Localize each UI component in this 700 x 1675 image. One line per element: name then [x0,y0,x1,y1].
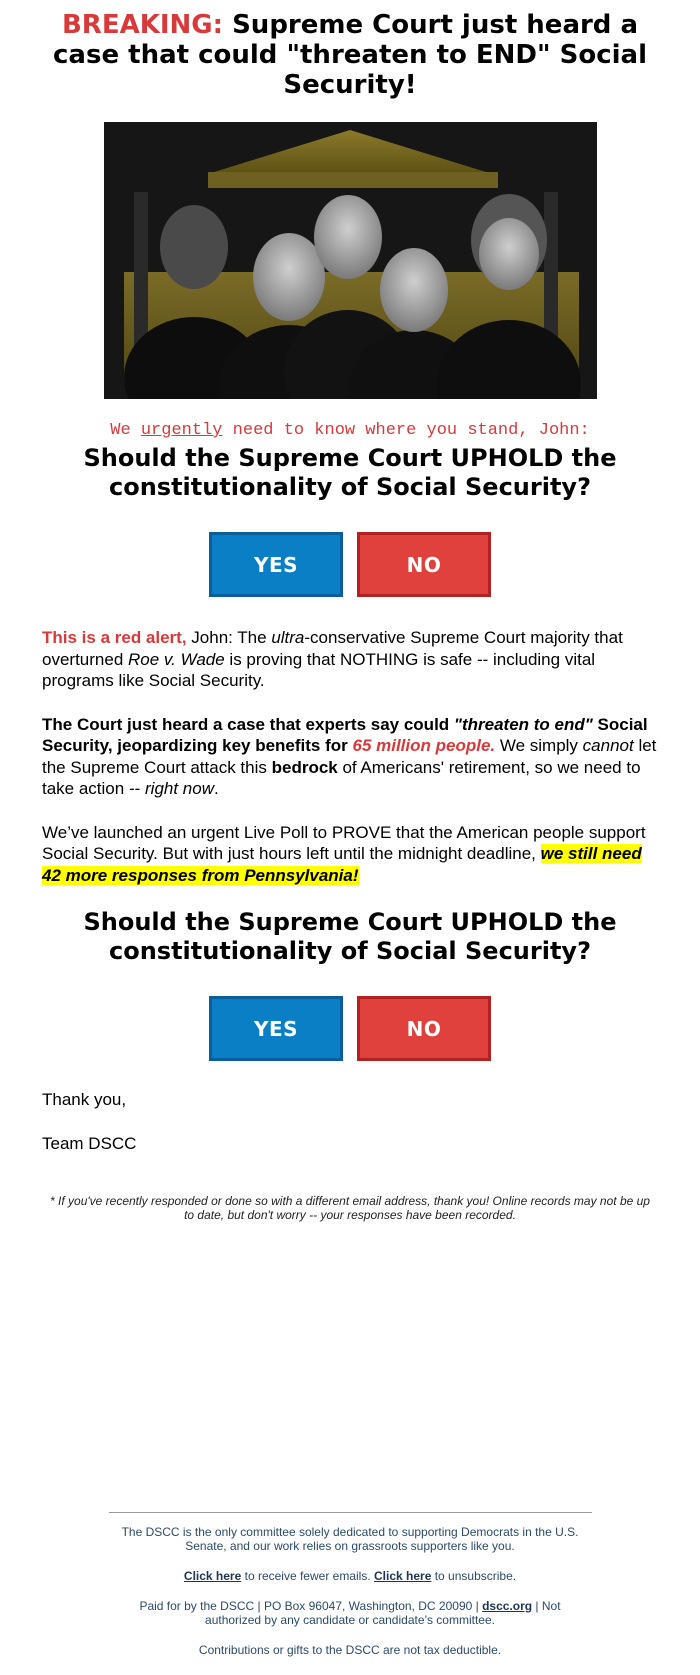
urgent-ask [20,421,680,440]
message-body [20,627,680,886]
supreme-court-justices-photo[interactable] [104,122,597,399]
poll-buttons [20,532,680,597]
ask-text-end: need to know where you stand, John: [222,421,590,440]
ask-underlined: urgently [140,421,223,440]
fewer-text: to receive fewer emails. [241,1569,374,1583]
p1-ultra: ultra [271,628,305,647]
p1-roe: Roe v. Wade [128,649,225,669]
p2-text: We simply [495,736,583,755]
footer-about: The DSCC is the only committee solely dedicated to supporting Democrats in the U.S. Senate, and our work relies on grassroots supporters like you. [121,1525,579,1553]
signoff [20,1089,680,1154]
poll-buttons-repeat [20,996,680,1061]
dscc-site-link[interactable]: dscc.org [482,1599,533,1613]
footer [20,1525,680,1657]
footer-paid-for [120,1599,580,1627]
p2-text: . [213,779,219,798]
justices-illustration [104,122,597,399]
yes-button-2[interactable]: YES [209,996,343,1061]
footer-email-prefs [120,1569,580,1583]
footer-divider [109,1512,592,1513]
p2-bold: The Court just heard a case that experts say could [42,714,454,734]
paragraph-red-alert [42,627,658,692]
unsubscribe-text: to unsubscribe. [431,1569,517,1583]
breaking-label: BREAKING: [61,10,224,40]
p2-quote: "threaten to end" [453,714,593,734]
p2-text: of Americans' retirement, so we need to take action -- [42,757,641,798]
poll-question-repeat: Should the Supreme Court UPHOLD the constitutionality of Social Security? [83,908,617,965]
paragraph-court-case [42,714,658,800]
footer-tax: Contributions or gifts to the DSCC are not tax deductible. [198,1643,502,1657]
red-alert-label: This is a red alert, [42,628,187,647]
p1-text: is proving that NOTHING is safe -- including vital programs like Social Security. [42,649,596,690]
no-button-2[interactable]: NO [357,996,491,1061]
highlighted-deadline: we still need 42 more responses from Pennsylvania! [42,844,642,885]
p3-text: We’ve launched an urgent Live Poll to PROVE that the American people support Social Security. But with just hours left until the midnight deadline, [42,822,646,863]
paid-for-text: Paid for by the DSCC | PO Box 96047, Washington, DC 20090 | [139,1599,483,1613]
ask-text-start: We [110,421,141,440]
authorized-text: | Not authorized by any candidate or candidate’s committee. [205,1599,561,1627]
no-button[interactable]: NO [357,532,491,597]
p2-bedrock: bedrock [271,757,338,777]
paragraph-live-poll [42,822,658,887]
disclaimer: * If you've recently responded or done so with a different email address, thank you! Online records may not be up to date, but don't worry -- your responses have been recorded. [50,1194,650,1222]
thank-you: Thank you, [42,1090,127,1109]
fewer-emails-link[interactable]: Click here [183,1569,242,1583]
p2-now: right now [145,779,214,798]
p1-text: -conservative Supreme Court majority that overturned [42,628,623,669]
poll-question: Should the Supreme Court UPHOLD the constitutionality of Social Security? [83,444,617,501]
headline [20,10,680,100]
headline-text: Supreme Court just heard a case that could "threaten to END" Social Security! [53,10,647,100]
p2-million: 65 million people. [352,736,496,755]
p2-text: let the Supreme Court attack this [42,736,657,777]
p2-bold: Social Security, jeopardizing key benefits for [42,714,648,755]
unsubscribe-link[interactable]: Click here [374,1569,432,1583]
yes-button[interactable]: YES [209,532,343,597]
email-body [20,10,680,1657]
p1-text: John: The [186,628,272,647]
team-signature: Team DSCC [42,1133,137,1153]
p2-cannot: cannot [582,736,634,755]
